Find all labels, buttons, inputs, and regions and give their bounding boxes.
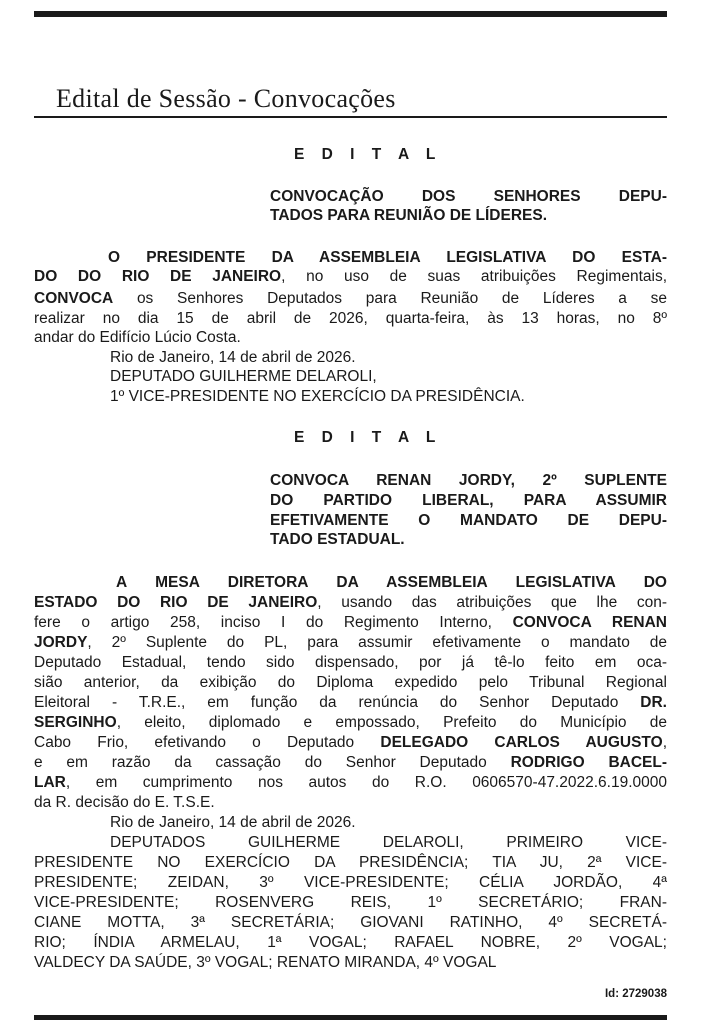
title-rule bbox=[34, 116, 667, 118]
edital2-signers-line-6: RIO; ÍNDIA ARMELAU, 1ª VOGAL; RAFAEL NOBRE, 2º VOGAL; bbox=[34, 934, 667, 951]
edital2-signers-line-2: PRESIDENTE NO EXERCÍCIO DA PRESIDÊNCIA; TIA JU, 2ª VICE- bbox=[34, 854, 667, 871]
edital1-body-line-2: DO DO RIO DE JANEIRO, no uso de suas atribuições Regimentais, bbox=[34, 268, 667, 285]
edital2-subject-line-1: CONVOCA RENAN JORDY, 2º SUPLENTE bbox=[270, 472, 667, 489]
edital2-body-line-2: ESTADO DO RIO DE JANEIRO, usando das atribuições que lhe con- bbox=[34, 594, 667, 611]
edital1-date: Rio de Janeiro, 14 de abril de 2026. bbox=[110, 349, 356, 366]
edital2-body-line-4: JORDY, 2º Suplente do PL, para assumir efetivamente o mandato de bbox=[34, 634, 667, 651]
top-rule bbox=[34, 11, 667, 17]
edital2-body-line-7: Eleitoral - T.R.E., em função da renúncia do Senhor Deputado DR. bbox=[34, 694, 667, 711]
edital2-body-line-5: Deputado Estadual, tendo sido dispensado, por já tê-lo feito em oca- bbox=[34, 654, 667, 671]
edital1-body-line-5: andar do Edifício Lúcio Costa. bbox=[34, 329, 241, 346]
edital2-subject-line-4: TADO ESTADUAL. bbox=[270, 531, 405, 548]
edital2-body-line-10: e em razão da cassação do Senhor Deputado RODRIGO BACEL- bbox=[34, 754, 667, 771]
edital1-subject-line-1: CONVOCAÇÃO DOS SENHORES DEPU- bbox=[270, 188, 667, 205]
edital2-date: Rio de Janeiro, 14 de abril de 2026. bbox=[110, 814, 356, 831]
edital1-subject-line-2: TADOS PARA REUNIÃO DE LÍDERES. bbox=[270, 207, 548, 224]
edital1-signer: DEPUTADO GUILHERME DELAROLI, bbox=[110, 368, 377, 385]
edital2-signers-line-3: PRESIDENTE; ZEIDAN, 3º VICE-PRESIDENTE; CÉLIA JORDÃO, 4ª bbox=[34, 874, 667, 891]
edital2-signers-line-7: VALDECY DA SAÚDE, 3º VOGAL; RENATO MIRANDA, 4º VOGAL bbox=[34, 954, 497, 971]
edital2-body-line-11: LAR, em cumprimento nos autos do R.O. 0606570-47.2022.6.19.0000 bbox=[34, 774, 667, 791]
edital-heading: E D I T A L bbox=[294, 429, 442, 446]
edital2-signers-line-5: CIANE MOTTA, 3ª SECRETÁRIA; GIOVANI RATINHO, 4º SECRETÁ- bbox=[34, 914, 667, 931]
section-title: Edital de Sessão - Convocações bbox=[56, 84, 396, 113]
edital1-body-line-3: CONVOCA os Senhores Deputados para Reunião de Líderes a se bbox=[34, 290, 667, 307]
edital2-subject-line-2: DO PARTIDO LIBERAL, PARA ASSUMIR bbox=[270, 492, 667, 509]
edital2-subject-line-3: EFETIVAMENTE O MANDATO DE DEPU- bbox=[270, 512, 667, 529]
edital2-signers-line-1: DEPUTADOS GUILHERME DELAROLI, PRIMEIRO VICE- bbox=[110, 834, 667, 851]
bottom-rule bbox=[34, 1015, 667, 1020]
document-id: Id: 2729038 bbox=[604, 988, 667, 1000]
edital2-signers-line-4: VICE-PRESIDENTE; ROSENVERG REIS, 1º SECRETÁRIO; FRAN- bbox=[34, 894, 667, 911]
edital2-body-line-6: sião anterior, da exibição do Diploma expedido pelo Tribunal Regional bbox=[34, 674, 667, 691]
edital1-signer-role: 1º VICE-PRESIDENTE NO EXERCÍCIO DA PRESIDÊNCIA. bbox=[110, 388, 525, 405]
edital2-body-line-3: fere o artigo 258, inciso I do Regimento Interno, CONVOCA RENAN bbox=[34, 614, 667, 631]
edital2-body-line-12: da R. decisão do E. T.S.E. bbox=[34, 794, 215, 811]
edital2-body-line-9: Cabo Frio, efetivando o Deputado DELEGADO CARLOS AUGUSTO, bbox=[34, 734, 667, 751]
edital2-body-line-8: SERGINHO, eleito, diplomado e empossado, Prefeito do Município de bbox=[34, 714, 667, 731]
edital-heading: E D I T A L bbox=[294, 146, 442, 163]
edital1-body-line-1: O PRESIDENTE DA ASSEMBLEIA LEGISLATIVA DO ESTA- bbox=[108, 249, 667, 266]
edital1-body-line-4: realizar no dia 15 de abril de 2026, quarta-feira, às 13 horas, no 8º bbox=[34, 310, 667, 327]
edital2-body-line-1: A MESA DIRETORA DA ASSEMBLEIA LEGISLATIVA DO bbox=[116, 574, 667, 591]
